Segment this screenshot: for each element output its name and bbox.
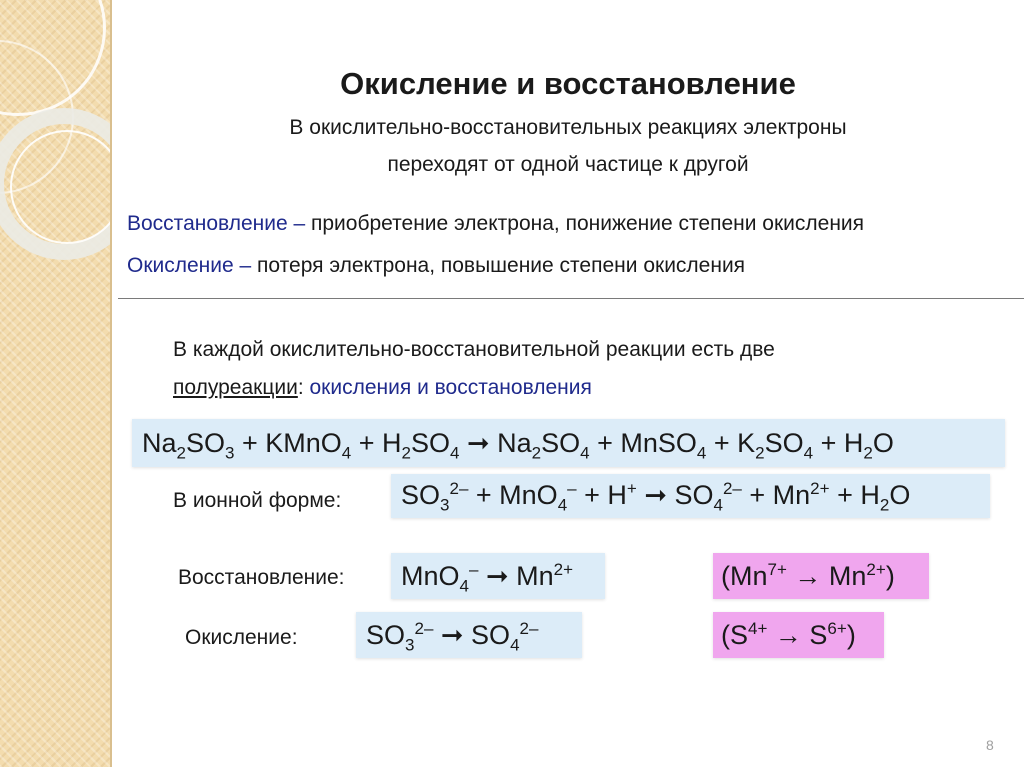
arrow-icon: → bbox=[786, 561, 829, 591]
oxidation-half-reaction-box bbox=[356, 612, 582, 658]
colon: : bbox=[297, 376, 304, 399]
ionic-form-label: В ионной форме: bbox=[173, 489, 342, 512]
definition-oxidation bbox=[127, 254, 745, 278]
definition-term: Восстановление – bbox=[127, 212, 306, 235]
reduction-half-reaction-box bbox=[391, 553, 605, 599]
paragraph-line-1: В каждой окислительно-восстановительной реакции есть две bbox=[173, 338, 775, 361]
molecular-equation-box bbox=[132, 419, 1005, 467]
decorative-ring bbox=[10, 130, 112, 244]
arrow-icon: ➞ bbox=[459, 428, 498, 458]
arrow-icon: ➞ bbox=[636, 480, 675, 510]
decorative-ring bbox=[0, 0, 106, 116]
reduction-half-reaction: MnO$_4$– ➞ $Mn^{2+}$ bbox=[401, 560, 573, 596]
definition-text: потеря электрона, повышение степени окисления bbox=[251, 254, 746, 277]
oxidation-half-reaction: $SO_3^{2-}$ ➞ $SO_4^{2-}$ bbox=[366, 619, 539, 655]
decorative-side-strip bbox=[0, 0, 112, 767]
half-reactions-term: полуреакции bbox=[173, 376, 298, 399]
arrow-icon: → bbox=[767, 620, 810, 650]
subtitle-line-2: переходят от одной частице к другой bbox=[387, 153, 749, 176]
reduction-oxidation-state-box bbox=[713, 553, 929, 599]
arrow-icon: ➞ bbox=[478, 561, 517, 591]
molecular-equation: $Na_2SO_3$ + KMnO$_4$ + $H_2SO_4$ ➞ $Na_2SO_4$ + MnSO$_4$ + $K_2SO_4 + H_2O$ bbox=[142, 428, 894, 463]
oxidation-label: Окисление: bbox=[185, 626, 298, 649]
oxidation-oxidation-state: $(S^{4+} \to S^{6+})$ bbox=[721, 619, 856, 650]
arrow-icon: ➞ bbox=[433, 620, 472, 650]
slide-title: Окисление и восстановление bbox=[340, 66, 796, 101]
paragraph-line-2 bbox=[173, 376, 592, 400]
definition-term: Окисление – bbox=[127, 254, 252, 277]
reduction-oxidation-state: $(Mn^{7+} \to Mn^{2+})$ bbox=[721, 560, 895, 591]
oxidation-oxidation-state-box bbox=[713, 612, 884, 658]
ionic-equation-box bbox=[391, 474, 990, 518]
definition-text: приобретение электрона, понижение степени окисления bbox=[305, 212, 865, 235]
subtitle-line-1: В окислительно-восстановительных реакциях электроны bbox=[289, 116, 847, 139]
half-reactions-types: окисления и восстановления bbox=[303, 376, 592, 399]
definition-reduction bbox=[127, 212, 864, 236]
page-number: 8 bbox=[986, 737, 994, 753]
ionic-equation: $SO_3^{2-} + MnO_4^- + H^+$ ➞ $SO_4^{2-} + Mn^{2+} + H_2O$ bbox=[401, 479, 911, 515]
divider-line bbox=[118, 298, 1024, 299]
reduction-label: Восстановление: bbox=[178, 566, 345, 589]
